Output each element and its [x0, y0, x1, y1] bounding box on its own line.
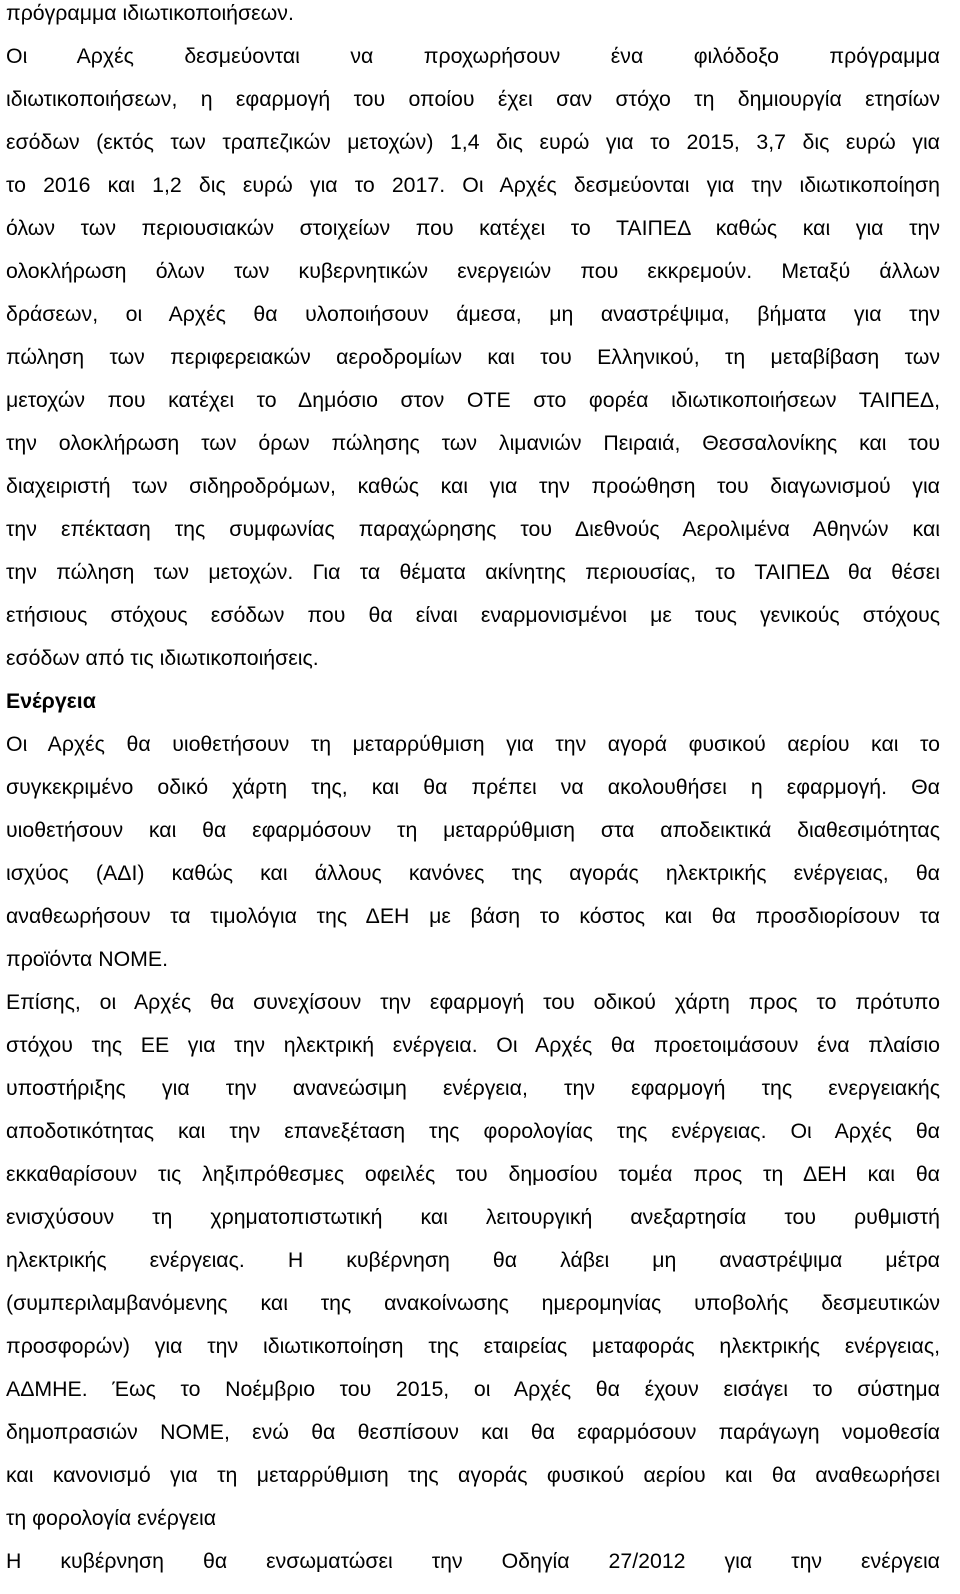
text-line: διαχειριστή των σιδηροδρόμων, καθώς και για την προώθηση του διαγωνισμού για	[6, 474, 940, 498]
text-line: (συμπεριλαμβανόμενης και της ανακοίνωσης ημερομηνίας υποβολής δεσμευτικών	[6, 1291, 940, 1315]
text-line: την ολοκλήρωση των όρων πώλησης των λιμανιών Πειραιά, Θεσσαλονίκης και του	[6, 431, 940, 455]
text-line: αναθεωρήσουν τα τιμολόγια της ΔΕΗ με βάση το κόστος και θα προσδιορίσουν τα	[6, 904, 940, 928]
text-line: ηλεκτρικής ενέργειας. Η κυβέρνηση θα λάβει μη αναστρέψιμα μέτρα	[6, 1248, 940, 1272]
text-line: εσόδων (εκτός των τραπεζικών μετοχών) 1,4 δις ευρώ για το 2015, 3,7 δις ευρώ για	[6, 130, 940, 154]
text-line: το 2016 και 1,2 δις ευρώ για το 2017. Οι Αρχές δεσμεύονται για την ιδιωτικοποίηση	[6, 173, 940, 197]
text-line: προσφορών) για την ιδιωτικοποίηση της εταιρείας μεταφοράς ηλεκτρικής ενέργειας,	[6, 1334, 940, 1358]
text-line: ισχύος (ΑΔΙ) καθώς και άλλους κανόνες της αγοράς ηλεκτρικής ενέργειας, θα	[6, 861, 940, 885]
text-line: ιδιωτικοποιήσεων, η εφαρμογή του οποίου έχει σαν στόχο τη δημιουργία ετησίων	[6, 87, 940, 111]
text-line: την πώληση των μετοχών. Για τα θέματα ακίνητης περιουσίας, το ΤΑΙΠΕΔ θα θέσει	[6, 560, 940, 584]
text-line: δημοπρασιών ΝΟΜΕ, ενώ θα θεσπίσουν και θα εφαρμόσουν παράγωγη νομοθεσία	[6, 1420, 940, 1444]
text-line: τη φορολογία ενέργεια	[6, 1506, 217, 1530]
text-line: ΑΔΜΗΕ. Έως το Νοέμβριο του 2015, οι Αρχές θα έχουν εισάγει το σύστημα	[6, 1377, 940, 1401]
text-line: πρόγραμμα ιδιωτικοποιήσεων.	[6, 1, 294, 25]
text-line: υιοθετήσουν και θα εφαρμόσουν τη μεταρρύθμιση στα αποδεικτικά διαθεσιμότητας	[6, 818, 940, 842]
text-line: όλων των περιουσιακών στοιχείων που κατέχει το ΤΑΙΠΕΔ καθώς και για την	[6, 216, 940, 240]
text-line: πώληση των περιφερειακών αεροδρομίων και του Ελληνικού, τη μεταβίβαση των	[6, 345, 940, 369]
text-line: ετήσιους στόχους εσόδων που θα είναι εναρμονισμένοι με τους γενικούς στόχους	[6, 603, 940, 627]
text-line: μετοχών που κατέχει το Δημόσιο στον ΟΤΕ στο φορέα ιδιωτικοποιήσεων ΤΑΙΠΕΔ,	[6, 388, 940, 412]
text-line: Επίσης, οι Αρχές θα συνεχίσουν την εφαρμογή του οδικού χάρτη προς το πρότυπο	[6, 990, 940, 1014]
text-line: Οι Αρχές δεσμεύονται να προχωρήσουν ένα φιλόδοξο πρόγραμμα	[6, 44, 940, 68]
text-line: δράσεων, οι Αρχές θα υλοποιήσουν άμεσα, μη αναστρέψιμα, βήματα για την	[6, 302, 940, 326]
section-heading: Ενέργεια	[6, 689, 96, 713]
text-line: αποδοτικότητας και την επανεξέταση της φορολογίας της ενέργειας. Οι Αρχές θα	[6, 1119, 940, 1143]
text-line: την επέκταση της συμφωνίας παραχώρησης του Διεθνούς Αερολιμένα Αθηνών και	[6, 517, 940, 541]
text-line: στόχου της ΕΕ για την ηλεκτρική ενέργεια. Οι Αρχές θα προετοιμάσουν ένα πλαίσιο	[6, 1033, 940, 1057]
text-line: εσόδων από τις ιδιωτικοποιήσεις.	[6, 646, 319, 670]
text-line: ολοκλήρωση όλων των κυβερνητικών ενεργειών που εκκρεμούν. Μεταξύ άλλων	[6, 259, 940, 283]
text-line: και κανονισμό για τη μεταρρύθμιση της αγοράς φυσικού αερίου και θα αναθεωρήσει	[6, 1463, 940, 1487]
text-line: υποστήριξης για την ανανεώσιμη ενέργεια, την εφαρμογή της ενεργειακής	[6, 1076, 940, 1100]
text-line: ενισχύσουν τη χρηματοπιστωτική και λειτουργική ανεξαρτησία του ρυθμιστή	[6, 1205, 940, 1229]
text-line: προϊόντα ΝΟΜΕ.	[6, 947, 169, 971]
text-line: εκκαθαρίσουν τις ληξιπρόθεσμες οφειλές του δημοσίου τομέα προς τη ΔΕΗ και θα	[6, 1162, 940, 1186]
text-line: Οι Αρχές θα υιοθετήσουν τη μεταρρύθμιση για την αγορά φυσικού αερίου και το	[6, 732, 940, 756]
text-line: Η κυβέρνηση θα ενσωματώσει την Οδηγία 27/2012 για την ενέργεια	[6, 1549, 940, 1573]
text-line: συγκεκριμένο οδικό χάρτη της, και θα πρέπει να ακολουθήσει η εφαρμογή. Θα	[6, 775, 940, 799]
